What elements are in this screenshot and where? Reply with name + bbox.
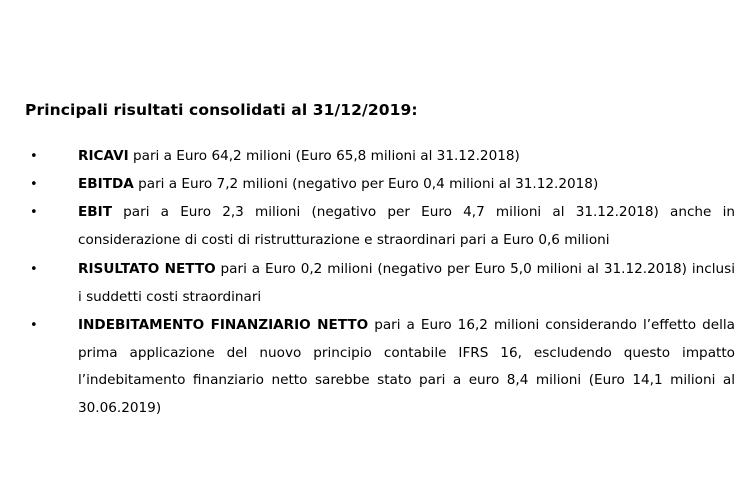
result-ricavi (78, 143, 735, 171)
item-label: RISULTATO NETTO (78, 261, 216, 277)
item-label: INDEBITAMENTO FINANZIARIO NETTO (78, 317, 369, 333)
item-label: RICAVI (78, 148, 129, 164)
bullet-icon: • (30, 177, 38, 192)
item-text: pari a Euro 64,2 milioni (Euro 65,8 milioni al 31.12.2018) (128, 148, 520, 164)
bullet-icon: • (30, 318, 38, 333)
item-text: pari a Euro 16,2 milioni considerando l’effetto della prima applicazione del nuovo principio contabile IFRS 16, escludendo questo impatto l’indebitamento finanziario netto sarebbe stato pari a euro 8,4 milioni (Euro 14,1 milioni al 30.06.2019) (78, 317, 735, 416)
bullet-icon: • (30, 205, 38, 220)
bullet-icon: • (30, 262, 38, 277)
item-label: EBIT (78, 204, 112, 220)
item-text: pari a Euro 7,2 milioni (negativo per Euro 0,4 milioni al 31.12.2018) (133, 176, 599, 192)
item-text: pari a Euro 0,2 milioni (negativo per Euro 5,0 milioni al 31.12.2018) inclusi i suddetti costi straordinari (78, 261, 735, 305)
item-label: EBITDA (78, 176, 134, 192)
result-ebitda (78, 171, 735, 199)
result-indebitamento (78, 312, 735, 422)
bullet-icon: • (30, 149, 38, 164)
result-ebit (78, 199, 735, 254)
item-text: pari a Euro 2,3 milioni (negativo per Euro 4,7 milioni al 31.12.2018) anche in considerazione di costi di ristrutturazione e straordinari pari a Euro 0,6 milioni (78, 204, 735, 248)
section-heading: Principali risultati consolidati al 31/12/2019: (25, 101, 418, 119)
result-risultato-netto (78, 256, 735, 311)
